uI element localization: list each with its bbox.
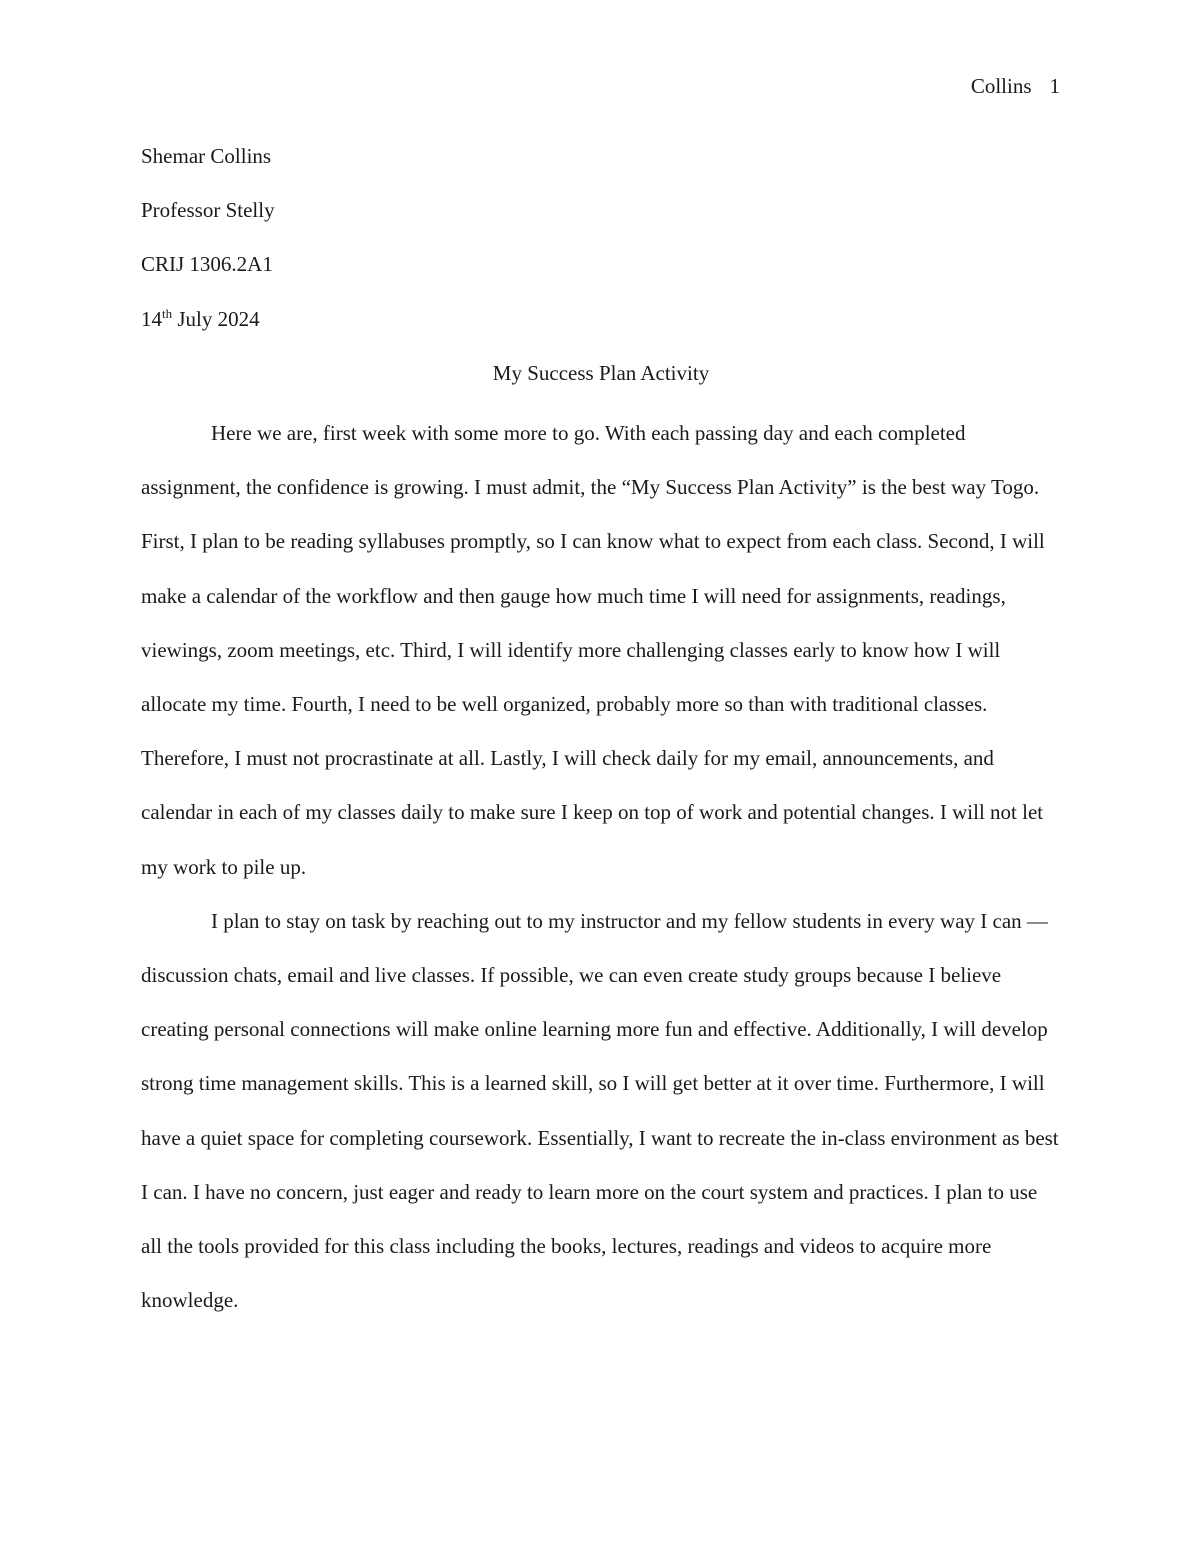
date-day: 14: [141, 306, 162, 331]
mla-heading: [141, 141, 1061, 412]
running-head: [971, 72, 1060, 100]
date-month-year: July 2024: [172, 306, 260, 331]
date-suffix: th: [162, 305, 173, 321]
student-name: Shemar Collins: [141, 144, 272, 168]
professor-name: Professor Stelly: [141, 198, 275, 223]
essay-body: [141, 406, 1063, 1327]
paragraph: Here we are, first week with some more to go. With each passing day and each completed assignment, the confidence is growing. I must admit, the “My Success Plan Activity” is the best way Togo. First, I plan to be reading syllabuses promptly, so I can know what to expect from each class. Second, I will make a calendar of the workflow and then gauge how much time I will need for assignments, readings, viewings, zoom meetings, etc. Third, I will identify more challenging classes early to know how I will allocate my time. Fourth, I need to be well organized, probably more so than with traditional classes. Therefore, I must not procrastinate at all. Lastly, I will check daily for my email, announcements, and calendar in each of my classes daily to make sure I keep on top of work and potential changes. I will not let my work to pile up.: [141, 421, 1045, 879]
essay-title: My Success Plan Activity: [492, 360, 710, 385]
date-line: [141, 304, 1061, 358]
paragraph: I plan to stay on task by reaching out to my instructor and my fellow students in every way I can — discussion chats, email and live classes. If possible, we can even create study groups because I believe creating personal connections will make online learning more fun and effective. Additionally, I will develop strong time management skills. This is a learned skill, so I will get better at it over time. Furthermore, I will have a quiet space for completing coursework. Essentially, I want to recreate the in-class environment as best I can. I have no concern, just eager and ready to learn more on the court system and practices. I plan to use all the tools provided for this class including the books, lectures, readings and videos to acquire more knowledge.: [141, 908, 1059, 1313]
running-head-name: Collins: [970, 74, 1032, 98]
page-number: 1: [1049, 74, 1060, 98]
course-code: CRIJ 1306.2A1: [141, 252, 273, 277]
